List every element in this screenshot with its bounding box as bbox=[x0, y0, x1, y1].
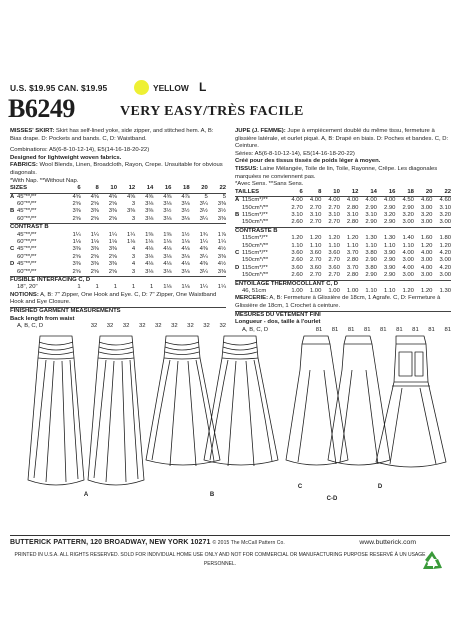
size-row: 18", 20" 1 1 1 1 1 1⅛ 1⅛ 1¼ 1¼ bbox=[17, 284, 226, 291]
fabrics: FABRICS: Wool Blends, Linen, Broadcloth, Rayon, Crepe. Unsuitable for obvious diagonals. bbox=[10, 162, 223, 176]
size-header-row: TAILLES 6 8 10 12 14 16 18 20 22 bbox=[235, 188, 451, 195]
size-row: A 115cm*/** 4.00 4.00 4.00 4.00 4.00 4.00 4.50 4.60 4.60 bbox=[235, 197, 451, 204]
color-code-label: YELLOW bbox=[153, 83, 189, 93]
view-label: B bbox=[209, 492, 215, 498]
company-address: BUTTERICK PATTERN, 120 BROADWAY, NEW YORK 10271 © 2015 The McCall Pattern Co. bbox=[10, 539, 285, 546]
size-row: C 115cm*/** 3.60 3.60 3.60 3.70 3.80 3.90 4.00 4.00 4.20 bbox=[235, 250, 451, 256]
size-row: 60"**/** 2⅝ 2⅝ 2⅝ 3 3⅛ 3⅛ 3⅛ 3¼ 3⅜ bbox=[17, 253, 226, 260]
size-row: 60"**/** 1⅛ 1⅛ 1⅛ 1⅛ 1⅛ 1⅛ 1⅛ 1¼ 1¼ bbox=[17, 239, 226, 245]
view-c-drawing bbox=[286, 336, 390, 465]
technical-drawings bbox=[10, 330, 450, 510]
view-b-drawing bbox=[146, 336, 278, 466]
yardage-table bbox=[235, 189, 451, 296]
size-row: 150cm*/** 2.60 2.70 2.70 2.80 2.90 2.90 3.00 3.00 3.00 bbox=[242, 257, 451, 264]
size-row: B 45"**/** 3⅜ 3⅜ 3⅜ 3⅜ 3⅜ 3½ 3½ 3½ 3½ bbox=[10, 208, 226, 215]
combinations: Séries: A5(6-8-10-12-14), E5(14-16-18-20-22) bbox=[235, 150, 355, 157]
designed-for: Designed for lightweight woven fabrics. bbox=[10, 154, 122, 161]
size-row: C 45"**/** 3⅜ 3⅜ 3⅜ 4 4⅛ 4⅛ 4⅛ 4⅜ 4½ bbox=[10, 246, 226, 253]
website-link[interactable]: www.butterick.com bbox=[359, 539, 416, 546]
size-row: 46, 51cm 1.00 1.00 1.00 1.00 1.10 1.10 1.20 1.20 1.30 bbox=[242, 288, 451, 295]
interfacing-title: ENTOILAGE THERMOCOLLANT C, D bbox=[235, 280, 451, 288]
size-row: D 45"**/** 3⅜ 3⅜ 3⅜ 4 4⅛ 4⅛ 4⅛ 4⅜ 4½ bbox=[10, 261, 226, 268]
measurements-title: FINISHED GARMENT MEASUREMENTS bbox=[10, 307, 226, 316]
size-row: D 115cm*/** 3.60 3.60 3.60 3.70 3.80 3.90 4.00 4.00 4.20 bbox=[235, 264, 451, 271]
nap-note: *Avec Sens. **Sans Sens. bbox=[235, 181, 304, 188]
color-code-dot bbox=[134, 80, 149, 95]
size-row: A, B, C, D 81 81 81 81 81 81 81 81 81 bbox=[242, 326, 451, 333]
size-row: A, B, C, D 32 32 32 32 32 32 32 32 32 bbox=[17, 323, 226, 330]
view-label: D bbox=[377, 484, 383, 490]
size-row: 60"**/** 2⅝ 2⅝ 2⅝ 3 3⅛ 3⅛ 3⅛ 3¼ 3⅜ bbox=[17, 200, 226, 207]
view-label: A bbox=[83, 492, 89, 498]
measurements-subtitle: Back length from waist bbox=[10, 315, 75, 322]
yardage-table bbox=[10, 185, 226, 292]
size-row: 150cm*/** 2.60 2.70 2.70 2.80 2.90 2.90 3.00 3.00 3.00 bbox=[242, 219, 451, 226]
contrast-title: CONTRAST B bbox=[10, 224, 226, 232]
size-row: B 115cm*/** 3.10 3.10 3.10 3.10 3.10 3.20 3.20 3.20 3.20 bbox=[235, 211, 451, 218]
description: JUPE (J. FEMME): Jupe à empiècement doublé du même tissu, fermeture à glissière latérale, et ourlet piqué. A, B: Drapé en biais. D: Poches et bandes. C, D: Ceinture. bbox=[235, 128, 449, 150]
measurements-title: MESURES DU VÊTEMENT FINI bbox=[235, 311, 451, 320]
combinations: Combinations: A5(6-8-10-12-14), E5(14-16-18-20-22) bbox=[10, 147, 150, 154]
size-row: 150cm*/** 1.10 1.10 1.10 1.10 1.10 1.10 1.10 1.20 1.20 bbox=[242, 242, 451, 249]
interfacing-title: FUSIBLE INTERFACING C, D bbox=[10, 277, 226, 285]
size-row: 45"**/** 1¼ 1¼ 1¼ 1¼ 1⅜ 1⅜ 1½ 1¾ 1⅞ bbox=[17, 231, 226, 238]
size-row: 150cm*/** 2.60 2.70 2.70 2.80 2.90 2.90 3.00 3.00 3.00 bbox=[242, 272, 451, 279]
english-column bbox=[10, 128, 226, 331]
difficulty-tagline: VERY EASY/TRÈS FACILE bbox=[120, 104, 304, 119]
notions: MERCERIE: A, B: Fermeture à Glissière de 18cm, 1 Agrafe. C, D: Fermeture à Glissière de 18cm, 1 Crochet à ceinture. bbox=[235, 295, 441, 310]
pattern-number: B6249 bbox=[8, 94, 75, 123]
contrast-title: CONTRASTE B bbox=[235, 227, 451, 235]
notions: NOTIONS: A, B: 7" Zipper, One Hook and Eye. C, D: 7" Zipper, One Waistband Hook and Eye Closure. bbox=[10, 291, 217, 306]
size-range-letter: L bbox=[199, 80, 207, 94]
price-line: U.S. $19.95 CAN. $19.95 bbox=[10, 83, 108, 93]
view-label: C-D bbox=[326, 496, 338, 502]
measurements-subtitle: Longueur - dos, taille à l'ourlet bbox=[235, 319, 321, 326]
size-row: 115cm*/** 1.20 1.20 1.20 1.20 1.30 1.30 1.40 1.60 1.80 bbox=[242, 235, 451, 242]
designed-for: Créé pour des tissus tissés de poids léger à moyen. bbox=[235, 158, 381, 165]
view-a-drawing bbox=[28, 336, 144, 485]
size-row: 150cm*/** 2.70 2.70 2.70 2.80 2.90 2.90 2.90 3.00 3.10 bbox=[242, 204, 451, 211]
view-d-drawing bbox=[376, 336, 446, 467]
recycle-icon bbox=[418, 548, 446, 576]
size-row: 60"**/** 2⅝ 2⅝ 2⅝ 3 3⅛ 3⅛ 3⅛ 3¼ 3⅜ bbox=[17, 215, 226, 222]
description: MISSES' SKIRT: Skirt has self-lined yoke, side zipper, and stitched hem. A, B: Bias drape. D: Pockets and bands. C, D: Waistband. bbox=[10, 128, 214, 142]
legal-notice: PRINTED IN U.S.A. ALL RIGHTS RESERVED. SOLD FOR INDIVIDUAL HOME USE ONLY AND NOT FOR COMMERCIAL OR MANUFACTURING PURPOSE RESERVÉ À UN USAGE PERSONNEL. bbox=[14, 552, 426, 567]
size-header-row: SIZES 6 8 10 12 14 16 18 20 22 bbox=[10, 185, 226, 192]
fabrics: TISSUS: Laine Mélangée, Toile de lin, Toile, Rayonne, Crêpe. Les diagonales marquées ne conviennent pas. bbox=[235, 165, 438, 180]
size-row: A 45"**/** 4⅝ 4⅝ 4⅝ 4⅝ 4⅝ 4⅝ 4⅞ 5 5 bbox=[10, 193, 226, 200]
footer-divider bbox=[10, 535, 450, 536]
view-label: C bbox=[297, 484, 303, 490]
size-row: 60"**/** 2⅝ 2⅝ 2⅝ 3 3⅛ 3⅛ 3⅛ 3¼ 3⅜ bbox=[17, 268, 226, 275]
nap-note: *With Nap. **Without Nap. bbox=[10, 177, 79, 184]
french-column bbox=[235, 128, 451, 334]
